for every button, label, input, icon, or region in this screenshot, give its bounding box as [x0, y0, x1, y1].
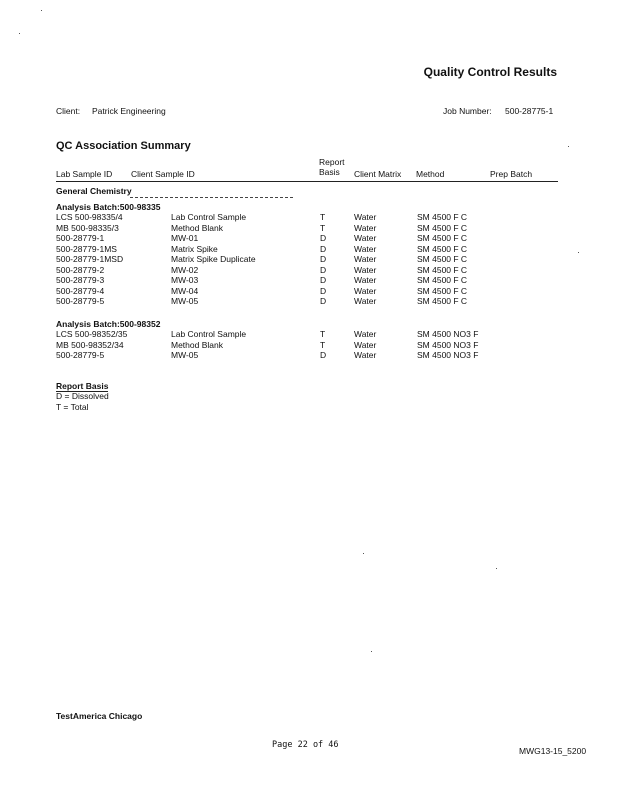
cell-lab-sample-id: LCS 500-98335/4: [56, 212, 123, 222]
cell-client-sample-id: Matrix Spike: [171, 243, 218, 254]
cell-lab-sample-id: 500-28779-1: [56, 233, 105, 243]
table-row: [0, 265, 618, 275]
cell-client-matrix: Water: [354, 285, 377, 296]
col-prep-batch: Prep Batch: [490, 169, 533, 179]
table-row: [0, 296, 618, 306]
table-row: [0, 212, 618, 222]
section-title: QC Association Summary: [56, 140, 191, 152]
cell-client-sample-id: Matrix Spike Duplicate: [171, 254, 256, 264]
cell-client-matrix: Water: [354, 254, 377, 264]
table-row: [0, 233, 618, 243]
cell-client-sample-id: MW-05: [171, 296, 199, 306]
cell-client-sample-id: Method Blank: [171, 222, 223, 233]
cell-lab-sample-id: LCS 500-98352/35: [56, 329, 128, 339]
client-name: Patrick Engineering: [92, 106, 166, 116]
cell-report-basis: T: [320, 339, 326, 350]
cell-client-matrix: Water: [354, 350, 377, 360]
table-row: [0, 350, 618, 360]
table-row: [0, 244, 618, 254]
legend-item: D = Dissolved: [56, 391, 109, 401]
cell-report-basis: D: [320, 275, 327, 285]
speck: [363, 553, 364, 554]
cell-method: SM 4500 NO3 F: [417, 329, 479, 339]
cell-report-basis: D: [320, 254, 327, 264]
cell-method: SM 4500 F C: [417, 275, 468, 285]
table-row: [0, 275, 618, 285]
legend-item: T = Total: [56, 402, 89, 412]
job-number-label: Job Number:: [443, 106, 492, 116]
document-code: MWG13-15_5200: [519, 746, 587, 756]
client-label: Client:: [56, 106, 81, 116]
cell-client-matrix: Water: [354, 233, 377, 243]
cell-report-basis: D: [320, 243, 327, 254]
cell-client-sample-id: Method Blank: [171, 339, 223, 350]
col-lab-sample-id: Lab Sample ID: [56, 169, 113, 179]
cell-client-sample-id: MW-04: [171, 285, 199, 296]
col-client-sample-id: Client Sample ID: [131, 169, 195, 179]
page-number: Page 22 of 46: [272, 740, 339, 750]
cell-report-basis: D: [320, 350, 327, 360]
cell-method: SM 4500 NO3 F: [417, 339, 479, 350]
cell-client-sample-id: MW-03: [171, 275, 199, 285]
cell-method: SM 4500 F C: [417, 233, 468, 243]
speck: [371, 651, 372, 652]
cell-client-matrix: Water: [354, 243, 377, 254]
cell-client-matrix: Water: [354, 264, 377, 275]
report-title: Quality Control Results: [423, 65, 557, 79]
speck: [496, 568, 497, 569]
table-row: [0, 254, 618, 264]
cell-client-sample-id: Lab Control Sample: [171, 212, 247, 222]
cell-report-basis: T: [320, 329, 326, 339]
cell-client-matrix: Water: [354, 296, 377, 306]
legend-title: Report Basis: [56, 381, 109, 391]
cell-client-matrix: Water: [354, 222, 377, 233]
table-row: [0, 340, 618, 350]
job-number: 500-28775-1: [505, 106, 554, 116]
table-row: [0, 329, 618, 339]
cell-client-matrix: Water: [354, 329, 377, 339]
cell-lab-sample-id: 500-28779-4: [56, 285, 105, 296]
col-basis: Basis: [319, 167, 340, 177]
col-client-matrix: Client Matrix: [354, 169, 402, 179]
cell-client-sample-id: Lab Control Sample: [171, 329, 247, 339]
cell-lab-sample-id: 500-28779-2: [56, 264, 105, 275]
cell-lab-sample-id: 500-28779-5: [56, 296, 105, 306]
cell-client-matrix: Water: [354, 339, 377, 350]
cell-lab-sample-id: MB 500-98335/3: [56, 222, 119, 233]
cell-client-sample-id: MW-01: [171, 233, 199, 243]
cell-report-basis: D: [320, 285, 327, 296]
cell-lab-sample-id: 500-28779-1MSD: [56, 254, 124, 264]
cell-report-basis: T: [320, 212, 326, 222]
speck: [568, 146, 569, 147]
cell-method: SM 4500 F C: [417, 285, 468, 296]
cell-client-matrix: Water: [354, 212, 377, 222]
cell-lab-sample-id: MB 500-98352/34: [56, 339, 124, 350]
speck: [41, 10, 42, 11]
cell-method: SM 4500 F C: [417, 264, 468, 275]
cell-method: SM 4500 NO3 F: [417, 350, 479, 360]
cell-report-basis: D: [320, 233, 327, 243]
company-name: TestAmerica Chicago: [56, 711, 143, 721]
table-row: [0, 286, 618, 296]
speck: [19, 33, 20, 34]
cell-method: SM 4500 F C: [417, 296, 468, 306]
cell-client-sample-id: MW-05: [171, 350, 199, 360]
cell-lab-sample-id: 500-28779-5: [56, 350, 105, 360]
category-rule: [130, 197, 293, 198]
batch-label: Analysis Batch:500-98352: [56, 319, 161, 329]
cell-method: SM 4500 F C: [417, 243, 468, 254]
cell-lab-sample-id: 500-28779-3: [56, 275, 105, 285]
cell-report-basis: T: [320, 222, 326, 233]
cell-method: SM 4500 F C: [417, 212, 468, 222]
cell-method: SM 4500 F C: [417, 254, 468, 264]
batch-label: Analysis Batch:500-98335: [56, 202, 161, 212]
category-general-chemistry: General Chemistry: [56, 186, 132, 196]
col-method: Method: [416, 169, 445, 179]
cell-client-sample-id: MW-02: [171, 264, 199, 275]
cell-report-basis: D: [320, 264, 327, 275]
cell-lab-sample-id: 500-28779-1MS: [56, 243, 117, 254]
table-row: [0, 223, 618, 233]
cell-method: SM 4500 F C: [417, 222, 468, 233]
col-report: Report: [319, 157, 345, 167]
cell-client-matrix: Water: [354, 275, 377, 285]
cell-report-basis: D: [320, 296, 327, 306]
header-rule: [56, 181, 558, 182]
